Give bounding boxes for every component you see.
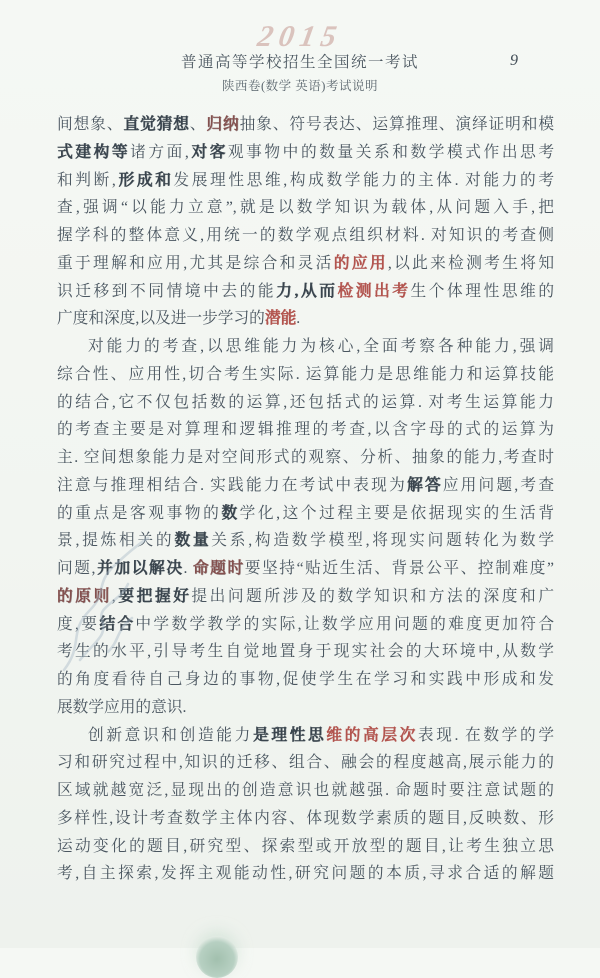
body-text-segment: 查,强调“以能力立意”,就是以数学知识为载体,从问题入手,把 <box>57 199 554 217</box>
body-text-segment: 考生的水平,引导考生自觉地置身于现实社会的大环境中,从数学 <box>57 643 554 661</box>
overprint-text: 归纳 <box>206 116 240 133</box>
text-line <box>57 555 554 583</box>
text-line <box>57 666 554 694</box>
text-line <box>57 111 554 139</box>
body-text-segment: 注意与推理相结合. 实践能力在考试中表现为 <box>57 476 407 494</box>
text-line <box>57 389 554 417</box>
text-line <box>57 194 554 222</box>
body-text-segment: 景,提炼相关的 <box>57 532 175 550</box>
body-text-segment: 是理性思 <box>252 726 327 744</box>
body-text-segment: 间想象、 <box>57 116 124 133</box>
body-text-segment: 和判断, <box>57 171 116 189</box>
body-text-segment: 数量 <box>174 532 212 550</box>
body-text-segment: 结合 <box>99 615 136 633</box>
body-text-segment: , <box>111 587 116 605</box>
text-line <box>57 611 554 639</box>
body-text-segment: 解答 <box>406 476 443 494</box>
body-text-segment: 运动变化的题目,研究型、探索型或开放型的题目,让考生独立思 <box>57 837 554 855</box>
exam-subtitle: 陕西卷(数学 英语)考试说明 <box>222 79 378 93</box>
text-line <box>57 500 554 528</box>
overprint-text: 的原则 <box>57 587 112 605</box>
text-line <box>57 527 554 555</box>
text-line <box>57 722 554 750</box>
body-text-segment: 并加以解决 <box>95 560 184 577</box>
text-line <box>57 250 554 278</box>
body-text-segment: 握学科的整体意义,用统一的数学观点组织材料. 对知识的考查侧 <box>57 227 554 244</box>
overprint-text: 命题时 <box>192 560 245 577</box>
text-line <box>57 222 554 250</box>
text-line <box>57 805 554 833</box>
body-text-segment: 对客 <box>188 143 228 161</box>
text-line <box>57 694 554 722</box>
text-line <box>57 278 554 306</box>
body-text-segment: 综合性、应用性,切合考生实际. 运算能力是思维能力和运算技能 <box>57 365 554 383</box>
body-text-segment: 、 <box>189 116 207 133</box>
text-line <box>57 472 554 500</box>
body-text-segment: 创新意识和创造能力 <box>88 726 253 744</box>
text-line <box>57 833 554 861</box>
body-text-segment: 数 <box>221 504 240 522</box>
body-text-segment: 中学数学教学的实际,让数学应用问题的难度更加符合 <box>135 615 554 633</box>
text-line <box>57 361 554 389</box>
body-text-segment: 展数学应用的意识. <box>57 698 187 716</box>
body-text-segment: 的结合,它不仅包括数的运算,还包括式的运算. 对考生运算能力 <box>57 393 554 411</box>
body-text-segment: 区域就越宽泛,显现出的创造意识也就越强. 命题时要注意试题的 <box>57 782 554 799</box>
document-body <box>57 111 554 888</box>
body-text-segment: 形成和 <box>115 171 174 189</box>
overprint-text: 潜能 <box>264 310 297 328</box>
body-text-segment: 主. 空间想象能力是对空间形式的观察、分析、抽象的能力,考查时 <box>57 449 554 466</box>
body-text-segment: 学化,这个过程主要是依据现实的生活背 <box>239 504 554 522</box>
body-text-segment: 的角度看待自己身边的事物,促使学生在学习和实践中形成和发 <box>57 671 554 688</box>
body-text-segment: 抽象、符号表达、运算推理、演绎证明和模 <box>239 116 554 133</box>
year-watermark: 2015 <box>255 20 345 53</box>
text-line <box>57 305 554 333</box>
body-text-segment: 习和研究过程中,知识的迁移、组合、融会的程度越高,展示能力的 <box>57 754 554 772</box>
body-text-segment: 考,自主探索,发挥主观能动性,研究问题的本质,寻求合适的解题 <box>57 865 554 883</box>
body-text-segment: . <box>183 560 193 577</box>
text-line <box>57 139 554 167</box>
overprint-text: 维的高层次 <box>326 726 418 744</box>
body-text-segment: 生个体理性思维的 <box>410 282 554 300</box>
text-line <box>57 638 554 666</box>
body-text-segment: . <box>296 310 301 328</box>
body-text-segment: 提出问题所涉及的数学知识和方法的深度和广 <box>191 587 554 605</box>
body-text-segment: 力,从而 <box>276 282 338 300</box>
body-text-segment: 重于理解和应用,尤其是综合和灵活 <box>57 254 334 272</box>
body-text-segment: 的考查主要是对算理和逻辑推理的考查,以含字母的式的运算为 <box>57 421 554 439</box>
text-line <box>57 777 554 805</box>
body-text-segment: 观事物中的数量关系和数学模式作出思考 <box>227 143 554 161</box>
text-line <box>57 583 554 611</box>
green-stamp-mark <box>196 936 238 978</box>
body-text-segment: 应用问题,考查 <box>442 476 554 494</box>
text-line <box>57 749 554 777</box>
body-text-segment: 度,要 <box>57 615 100 633</box>
text-line <box>57 444 554 472</box>
body-text-segment: 对能力的考查,以思维能力为核心,全面考察各种能力,强调 <box>88 338 554 355</box>
text-line <box>57 333 554 361</box>
text-line <box>57 167 554 195</box>
body-text-segment: 要坚持“贴近生活、背景公平、控制难度” <box>244 560 554 577</box>
page-number: 9 <box>510 52 518 69</box>
overprint-text: 的应用 <box>333 254 388 272</box>
body-text-segment: 识迁移到不同情境中去的能 <box>57 282 277 300</box>
body-text-segment: ,以此来检测考生将知 <box>387 254 554 272</box>
body-text-segment: 广度和深度,以及进一步学习的 <box>57 310 265 328</box>
body-text-segment: 发展理性思维,构成数学能力的主体. 对能力的考 <box>173 171 554 189</box>
body-text-segment: 表现. 在数学的学 <box>417 726 554 744</box>
exam-title: 普通高等学校招生全国统一考试 <box>180 54 419 71</box>
body-text-segment: 式建构等 <box>57 143 131 161</box>
body-text-segment: 关系,构造数学模型,将现实问题转化为数学 <box>211 532 554 550</box>
page-header <box>0 50 600 94</box>
overprint-text: 检测出考 <box>337 282 411 300</box>
body-text-segment: 要把握好 <box>115 587 192 605</box>
body-text-segment: 诸方面, <box>130 143 189 161</box>
body-text-segment: 的重点是客观事物的 <box>57 504 222 522</box>
body-text-segment: 直觉猜想 <box>123 116 190 133</box>
body-text-segment: 多样性,设计考查数学主体内容、体现数学素质的题目,反映数、形 <box>57 809 554 827</box>
text-line <box>57 416 554 444</box>
text-line <box>57 860 554 888</box>
body-text-segment: 问题, <box>57 560 96 577</box>
